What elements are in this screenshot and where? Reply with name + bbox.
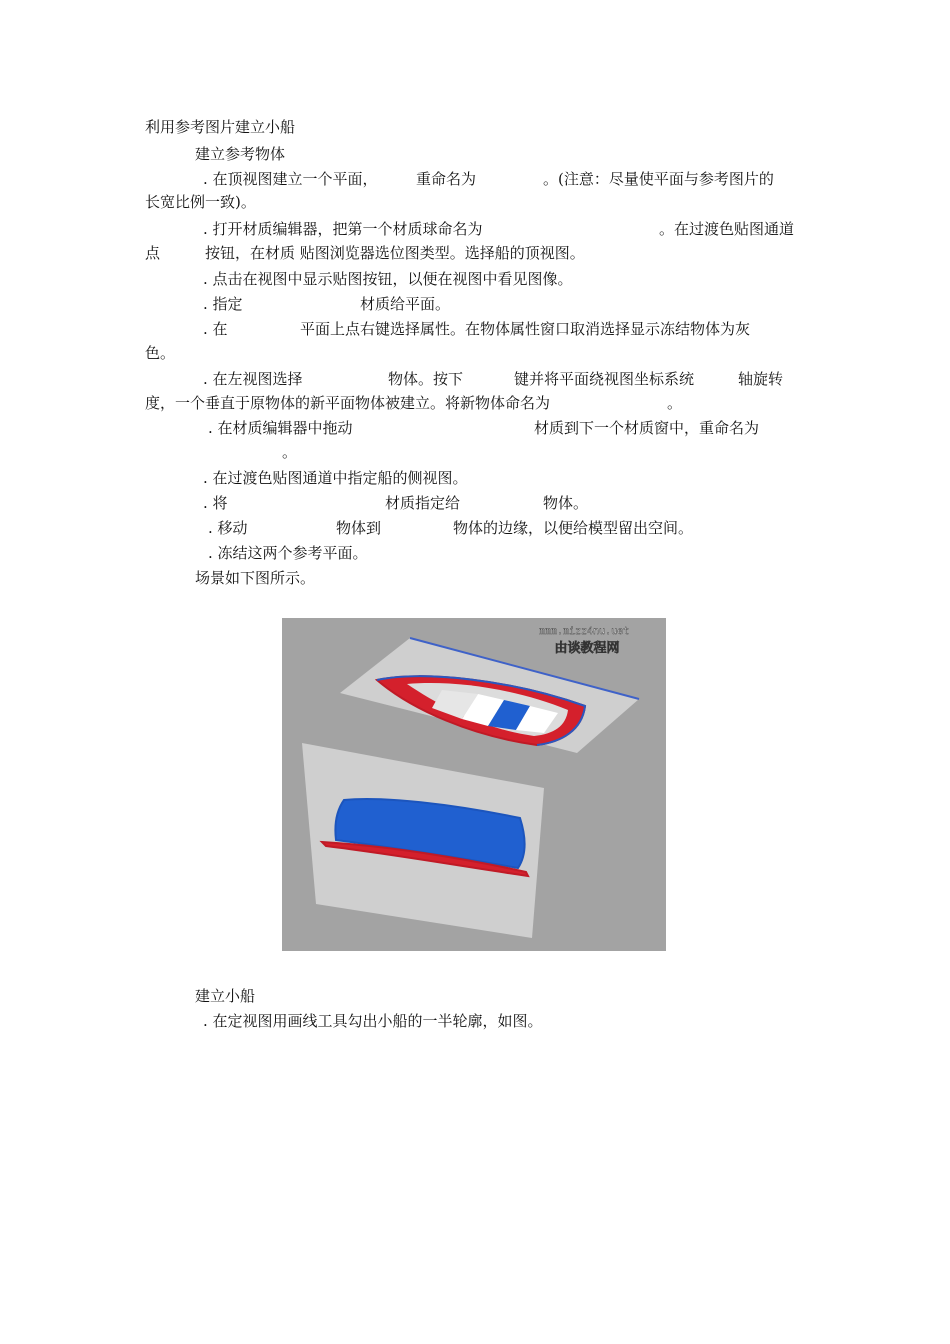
step-9-text-b: 材质指定给 bbox=[385, 494, 461, 512]
step-6-text-c: 键并将平面绕视图坐标系统 bbox=[514, 370, 695, 388]
step-1-text-a: . 在顶视图建立一个平面， bbox=[203, 170, 378, 188]
step-10-text-c: 物体的边缘，以便给模型留出空间。 bbox=[453, 519, 694, 537]
scene-figure bbox=[282, 618, 666, 951]
watermark-logo: 由谈教程网 bbox=[554, 641, 620, 656]
step-2-text-b: 。在过渡色贴图通道 bbox=[659, 220, 795, 238]
document-title: 利用参考图片建立小船 bbox=[145, 118, 296, 136]
step-6-text-b: 物体。按下 bbox=[388, 370, 464, 388]
step-4-text-a: . 指定 bbox=[203, 295, 243, 313]
step-1-text-c: 。(注意：尽量使平面与参考图片的 bbox=[543, 170, 774, 188]
step-4-text-b: 材质给平面。 bbox=[360, 295, 451, 313]
step-6-text-d: 轴旋转 bbox=[738, 370, 784, 388]
watermark-url: mmm.mizz4nu.uet bbox=[538, 626, 630, 637]
step-1-line-2: 长宽比例一致)。 bbox=[145, 193, 256, 211]
step-2-text-d: 按钮，在材质 贴图浏览器选位图类型。选择船的顶视图。 bbox=[205, 244, 585, 262]
step-6-text-f: 。 bbox=[667, 394, 683, 412]
section-heading-build-boat: 建立小船 bbox=[195, 987, 256, 1005]
step-7-text-a: . 在材质编辑器中拖动 bbox=[208, 419, 353, 437]
step-10-text-a: . 移动 bbox=[208, 519, 248, 537]
step-3: . 点击在视图中显示贴图按钮，以便在视图中看见图像。 bbox=[203, 270, 573, 288]
step-5-text-b: 平面上点右键选择属性。在物体属性窗口取消选择显示冻结物体为灰 bbox=[300, 320, 751, 338]
section-heading-reference: 建立参考物体 bbox=[195, 145, 286, 163]
build-boat-step-1: . 在定视图用画线工具勾出小船的一半轮廓，如图。 bbox=[203, 1012, 543, 1030]
step-2-text-a: . 打开材质编辑器，把第一个材质球命名为 bbox=[203, 220, 483, 238]
step-5-text-a: . 在 bbox=[203, 320, 228, 338]
step-11: . 冻结这两个参考平面。 bbox=[208, 544, 368, 562]
step-1-text-b: 重命名为 bbox=[416, 170, 477, 188]
scene-render bbox=[282, 618, 666, 951]
step-10-text-b: 物体到 bbox=[336, 519, 382, 537]
scene-caption: 场景如下图所示。 bbox=[195, 569, 316, 587]
step-7-line-2: 。 bbox=[282, 443, 298, 461]
step-5-line-2: 色。 bbox=[145, 344, 176, 362]
step-8: . 在过渡色贴图通道中指定船的侧视图。 bbox=[203, 469, 468, 487]
step-6-text-e: 度，一个垂直于原物体的新平面物体被建立。将新物体命名为 bbox=[145, 394, 551, 412]
step-7-text-b: 材质到下一个材质窗中，重命名为 bbox=[534, 419, 760, 437]
step-9-text-c: 物体。 bbox=[543, 494, 589, 512]
step-2-text-c: 点 bbox=[145, 244, 161, 262]
step-9-text-a: . 将 bbox=[203, 494, 228, 512]
step-6-text-a: . 在左视图选择 bbox=[203, 370, 303, 388]
